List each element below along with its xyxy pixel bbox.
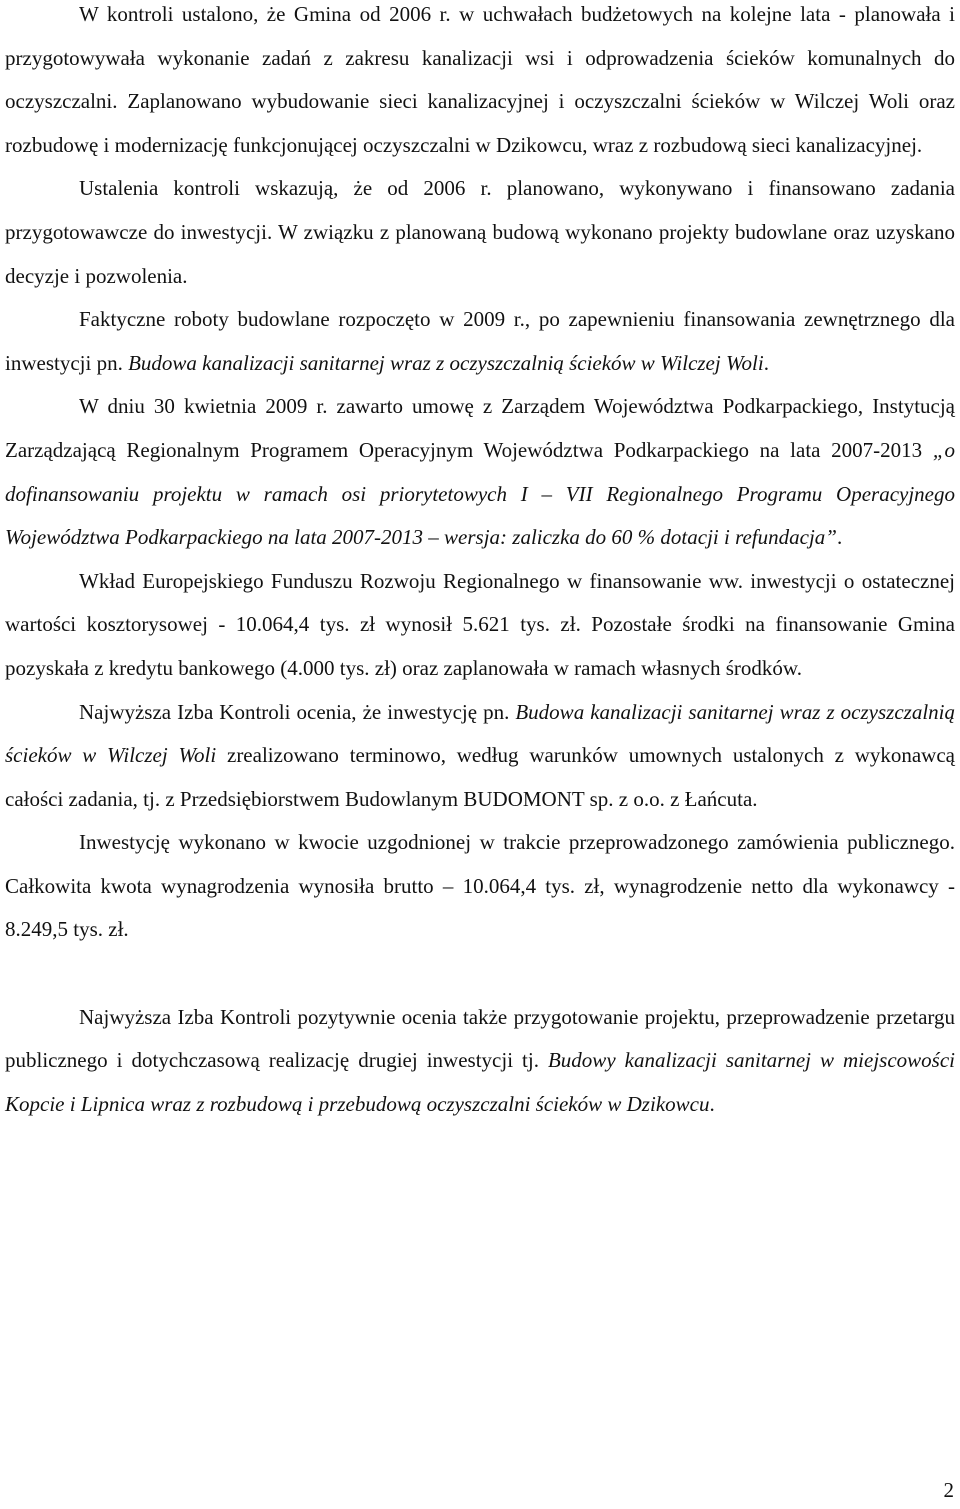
document-page xyxy=(5,0,955,1126)
paragraph-financing xyxy=(5,560,955,691)
paragraph-text: W kontroli ustalono, że Gmina od 2006 r. w uchwałach budżetowych na kolejne lata - planowała i przygotowywała wykonanie zadań z zakresu kanalizacji wsi i odprowadzenia ścieków komunalnych do oczyszczalni. Zaplanowano wybudowanie sieci kanalizacyjnej i oczyszczalni ścieków w Wilczej Woli oraz rozbudowę i modernizację funkcjonującej oczyszczalni w Dzikowcu, wraz z rozbudową sieci kanalizacyjnej. xyxy=(5,2,955,157)
paragraph-control-findings xyxy=(5,0,955,167)
paragraph-text: Inwestycję wykonano w kwocie uzgodnionej w trakcie przeprowadzonego zamówienia publicznego. Całkowita kwota wynagrodzenia wynosiła brutto – 10.064,4 tys. zł, wynagrodzenie netto dla wykonawcy - 8.249,5 tys. zł. xyxy=(5,830,955,942)
agreement-title: „o dofinansowaniu projektu w ramach osi priorytetowych I – VII Regionalnego Programu Operacyjnego Województwa Podkarpackiego na lata 2007-2013 – wersja: zaliczka do 60 % dotacji i refundacja” xyxy=(5,437,955,550)
paragraph-agreement xyxy=(5,385,955,559)
page-number: 2 xyxy=(943,1478,954,1502)
paragraph-text: . xyxy=(709,1091,715,1116)
paragraph-contract-amount xyxy=(5,821,955,952)
paragraph-text: zrealizowano terminowo, według warunków umownych ustalonych z wykonawcą całości zadania, tj. z Przedsiębiorstwem Budowlanym BUDOMONT sp. z o.o. z Łańcuta. xyxy=(5,743,955,811)
investment-title: Budowa kanalizacji sanitarnej wraz z oczyszczalnią ścieków w Wilczej Woli xyxy=(128,350,764,375)
paragraph-text: Wkład Europejskiego Funduszu Rozwoju Regionalnego w finansowanie ww. inwestycji o ostatecznej wartości kosztorysowej - 10.064,4 tys. zł wynosił 5.621 tys. zł. Pozostałe środki na finansowanie Gmina pozyskała z kredytu bankowego (4.000 tys. zł) oraz zaplanowała w ramach własnych środków. xyxy=(5,568,955,680)
paragraph-text: Faktyczne roboty budowlane rozpoczęto w 2009 r., po zapewnieniu finansowania zewnętrznego dla inwestycji pn. xyxy=(5,307,955,375)
paragraph-text: W dniu 30 kwietnia 2009 r. zawarto umowę z Zarządem Województwa Podkarpackiego, Instytucją Zarządzającą Regionalnym Programem Operacyjnym Województwa Podkarpackiego na lata 2007-2013 xyxy=(5,394,955,462)
paragraph-preparatory-tasks xyxy=(5,167,955,298)
second-investment-title: Budowy kanalizacji sanitarnej w miejscowości Kopcie i Lipnica wraz z rozbudową i przebudową oczyszczalni ścieków w Dzikowcu xyxy=(5,1048,956,1116)
paragraph-text: Ustalenia kontroli wskazują, że od 2006 r. planowano, wykonywano i finansowano zadania przygotowawcze do inwestycji. W związku z planowaną budową wykonano projekty budowlane oraz uzyskano decyzje i pozwolenia. xyxy=(5,176,955,288)
paragraph-text: Najwyższa Izba Kontroli ocenia, że inwestycję pn. xyxy=(79,699,516,724)
investment-title: Budowa kanalizacji sanitarnej wraz z oczyszczalnią ścieków w Wilczej Woli xyxy=(5,699,955,768)
paragraph-construction-start xyxy=(5,298,955,385)
paragraph-text: . xyxy=(836,525,843,550)
paragraph-second-investment xyxy=(5,996,955,1127)
paragraph-text: . xyxy=(763,350,769,375)
paragraph-text: Najwyższa Izba Kontroli pozytywnie ocenia także przygotowanie projektu, przeprowadzenie przetargu publicznego i dotychczasową realizację drugiej inwestycji tj. xyxy=(5,1004,955,1073)
paragraph-nik-assessment xyxy=(5,691,955,822)
